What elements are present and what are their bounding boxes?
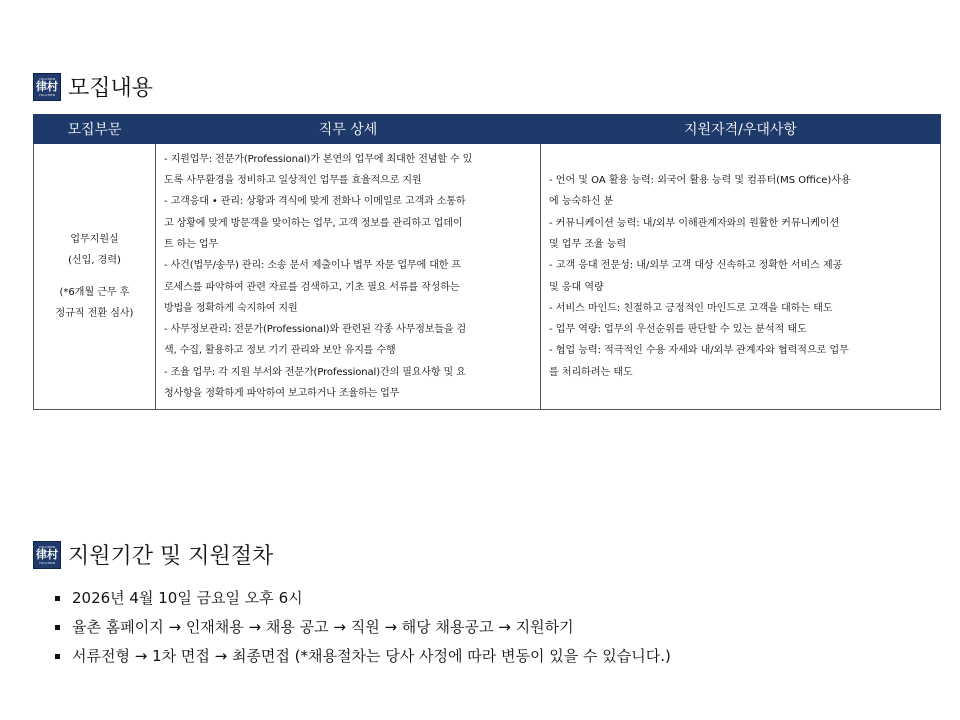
duty-line: 고 상황에 맞게 방문객을 맞이하는 업무, 고객 정보를 관리하고 업데이: [164, 217, 463, 229]
qualification-line: - 언어 및 OA 활용 능력: 외국어 활용 능력 및 컴퓨터(MS Office)사용: [549, 175, 851, 187]
qualifications-cell: [541, 144, 941, 410]
header-duty-details: 직무 상세: [156, 115, 541, 144]
duty-line: - 조율 업무: 각 지원 부서와 전문가(Professional)간의 필요사항 및 요: [164, 366, 466, 378]
logo-text-bottom: YULCHON: [38, 93, 56, 97]
header-department: 모집부문: [34, 115, 156, 144]
bullet-icon: [55, 625, 60, 630]
qualification-line: - 업무 역량: 업무의 우선순위를 판단할 수 있는 분석적 태도: [549, 324, 807, 336]
logo-text-bottom: YULCHON: [38, 561, 56, 565]
qualification-line: - 고객 응대 전문성: 내/외부 고객 대상 신속하고 정확한 서비스 제공: [549, 260, 843, 272]
duty-line: 로세스를 파악하여 관련 자료를 검색하고, 기초 필요 서류를 작성하는: [164, 281, 460, 293]
duty-line: 트 하는 업무: [164, 238, 218, 250]
duty-line: - 사건(법무/송무) 관리: 소송 문서 제출이나 법무 자문 업무에 대한 프: [164, 260, 461, 272]
logo-glyph: 律村: [36, 548, 58, 561]
logo-text-top: YULCHON: [38, 545, 56, 549]
duty-line: 방법을 정확하게 숙지하여 지원: [164, 302, 298, 314]
list-item: [52, 642, 671, 671]
duty-line: - 지원업무: 전문가(Professional)가 본연의 업무에 최대한 전념할 수 있: [164, 153, 473, 165]
department-type: (신입, 경력): [68, 255, 121, 267]
application-deadline: 2026년 4월 10일 금요일 오후 6시: [72, 589, 303, 607]
qualification-line: - 협업 능력: 적극적인 수용 자세와 내/외부 관계자와 협력적으로 업무: [549, 345, 849, 357]
bullet-icon: [55, 596, 60, 601]
duty-line: 도록 사무환경을 정비하고 일상적인 업무를 효율적으로 지원: [164, 175, 422, 187]
section-title-recruitment: 모집내용: [68, 76, 154, 101]
duty-line: 색, 수집, 활용하고 정보 기기 관리와 보안 유지를 수행: [164, 345, 396, 357]
department-note-line1: (*6개월 근무 후: [59, 286, 130, 298]
list-item: [52, 584, 671, 613]
qualification-line: 및 업무 조율 능력: [549, 238, 627, 250]
yulchon-logo-icon: [33, 541, 61, 569]
list-item: [52, 613, 671, 642]
header-qualifications: 지원자격/우대사항: [541, 115, 941, 144]
qualification-line: - 서비스 마인드: 친절하고 긍정적인 마인드로 고객을 대하는 태도: [549, 302, 833, 314]
duty-details-cell: [156, 144, 541, 410]
logo-glyph: 律村: [36, 80, 58, 93]
logo-text-top: YULCHON: [38, 77, 56, 81]
recruitment-table: [33, 114, 941, 410]
duty-line: 청사항을 정확하게 파악하여 보고하거나 조율하는 업무: [164, 387, 400, 399]
qualification-line: 및 응대 역량: [549, 281, 604, 293]
qualification-line: 에 능숙하신 분: [549, 196, 614, 208]
department-note-line2: 정규직 전환 심사): [55, 307, 134, 319]
application-steps-list: [52, 584, 671, 671]
qualification-line: 를 처리하려는 태도: [549, 366, 633, 378]
table-row: [34, 144, 941, 410]
application-path: 율촌 홈페이지 → 인재채용 → 채용 공고 → 직원 → 해당 채용공고 → 지원하기: [72, 618, 574, 636]
department-cell: [34, 144, 156, 410]
department-name: 업무지원실: [70, 233, 119, 245]
table-header-row: [34, 115, 941, 144]
selection-process: 서류전형 → 1차 면접 → 최종면접 (*채용절차는 당사 사정에 따라 변동이 있을 수 있습니다.): [72, 647, 671, 665]
duty-line: - 사무정보관리: 전문가(Professional)와 관련된 각종 사무정보들을 검: [164, 324, 467, 336]
duty-line: - 고객응대 • 관리: 상황과 격식에 맞게 전화나 이메일로 고객과 소통하: [164, 196, 466, 208]
section-title-application: 지원기간 및 지원절차: [68, 544, 274, 569]
yulchon-logo-icon: [33, 73, 61, 101]
bullet-icon: [55, 654, 60, 659]
qualification-line: - 커뮤니케이션 능력: 내/외부 이해관계자와의 원활한 커뮤니케이션: [549, 217, 840, 229]
